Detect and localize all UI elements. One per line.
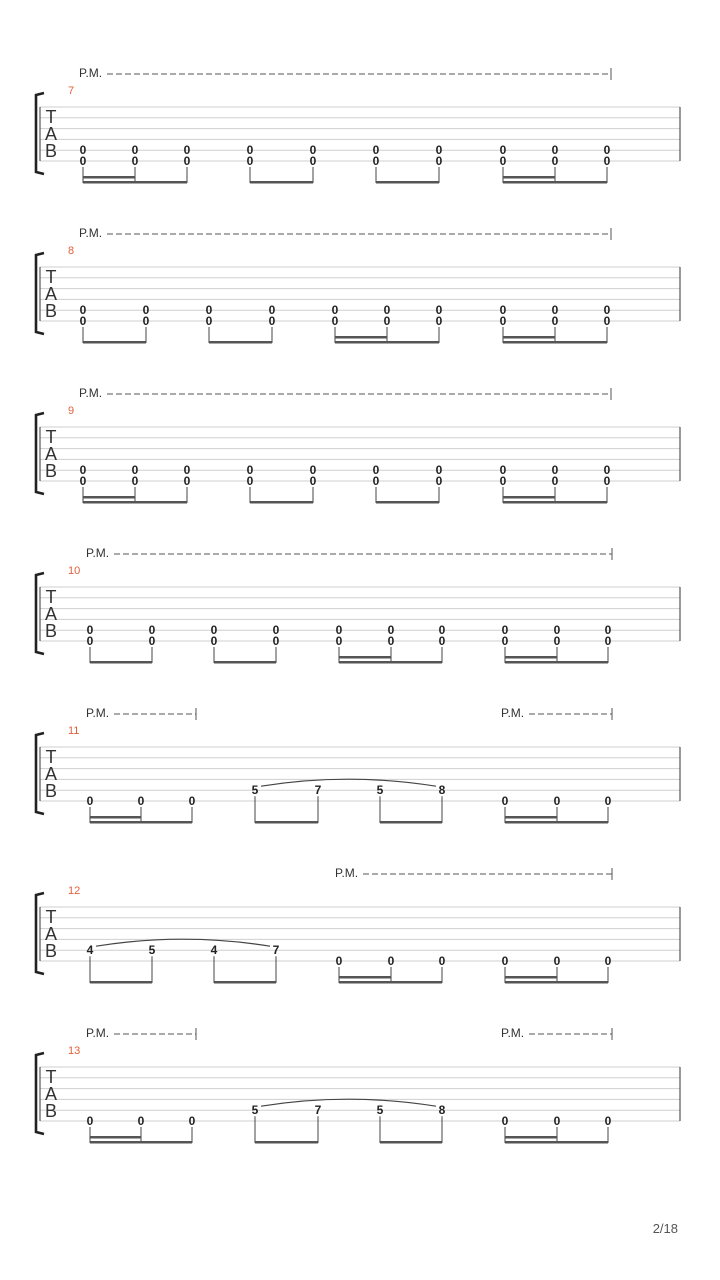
fret-number: 7 xyxy=(314,1103,322,1118)
fret-number: 0 xyxy=(435,474,443,488)
fret-number: 5 xyxy=(251,1103,259,1118)
beam xyxy=(505,1141,608,1144)
tab-system xyxy=(36,706,680,824)
fret-number: 0 xyxy=(553,1114,561,1128)
tab-clef-letter: T xyxy=(45,587,57,607)
fret-number: 0 xyxy=(335,634,343,648)
fret-number: 0 xyxy=(142,314,150,328)
tab-clef-letter: T xyxy=(45,107,57,127)
beam xyxy=(90,821,192,824)
tab-clef-letter: A xyxy=(44,764,58,784)
fret-number: 5 xyxy=(376,783,384,798)
measure-number: 8 xyxy=(68,245,75,257)
tab-clef-letter: B xyxy=(44,301,58,321)
fret-number: 0 xyxy=(551,463,559,478)
tab-clef-letter: A xyxy=(44,444,58,464)
beam xyxy=(376,181,439,184)
slur xyxy=(96,939,270,946)
fret-number: 0 xyxy=(309,154,317,168)
fret-number: 0 xyxy=(246,474,254,488)
tab-clef-letter: B xyxy=(44,461,58,481)
fret-number: 0 xyxy=(210,623,218,638)
beam xyxy=(250,181,313,184)
fret-number: 0 xyxy=(268,314,276,328)
fret-number: 0 xyxy=(246,143,254,158)
fret-number: 0 xyxy=(79,143,87,158)
fret-number: 0 xyxy=(137,1114,145,1128)
fret-number: 0 xyxy=(551,314,559,328)
fret-number: 0 xyxy=(435,314,443,328)
secondary-beam xyxy=(83,176,135,179)
fret-number: 0 xyxy=(603,474,611,488)
fret-number: 0 xyxy=(603,463,611,478)
secondary-beam xyxy=(505,816,557,819)
fret-number: 0 xyxy=(137,794,145,808)
tab-clef-letter: T xyxy=(45,427,57,447)
beam xyxy=(255,1141,318,1144)
beam xyxy=(83,501,187,504)
fret-number: 0 xyxy=(335,623,343,638)
fret-number: 0 xyxy=(383,303,391,318)
fret-number: 0 xyxy=(604,634,612,648)
palm-mute-label: P.M. xyxy=(79,226,103,240)
tab-system xyxy=(36,546,680,664)
beam xyxy=(339,661,442,664)
fret-number: 0 xyxy=(272,634,280,648)
secondary-beam xyxy=(505,976,557,979)
fret-number: 0 xyxy=(79,314,87,328)
fret-number: 0 xyxy=(205,314,213,328)
fret-number: 0 xyxy=(246,154,254,168)
fret-number: 0 xyxy=(335,954,343,968)
fret-number: 0 xyxy=(372,154,380,168)
fret-number: 0 xyxy=(86,794,94,808)
tab-system xyxy=(36,386,680,504)
fret-number: 0 xyxy=(372,474,380,488)
fret-number: 8 xyxy=(438,783,446,798)
fret-number: 0 xyxy=(79,303,87,318)
fret-number: 7 xyxy=(272,943,280,958)
tab-clef-letter: B xyxy=(44,621,58,641)
fret-number: 0 xyxy=(499,154,507,168)
tab-system xyxy=(36,866,680,984)
fret-number: 4 xyxy=(86,943,94,958)
fret-number: 5 xyxy=(376,1103,384,1118)
tab-system xyxy=(36,1026,680,1144)
fret-number: 0 xyxy=(372,463,380,478)
fret-number: 0 xyxy=(553,954,561,968)
beam xyxy=(90,981,152,984)
beam xyxy=(503,181,607,184)
fret-number: 0 xyxy=(553,634,561,648)
tab-clef-letter: T xyxy=(45,267,57,287)
fret-number: 0 xyxy=(438,634,446,648)
fret-number: 0 xyxy=(188,1114,196,1128)
fret-number: 0 xyxy=(501,794,509,808)
palm-mute-label: P.M. xyxy=(79,66,103,80)
fret-number: 0 xyxy=(499,314,507,328)
fret-number: 0 xyxy=(148,634,156,648)
measure-number: 7 xyxy=(68,85,75,97)
fret-number: 0 xyxy=(604,954,612,968)
beam xyxy=(335,341,439,344)
fret-number: 0 xyxy=(435,463,443,478)
secondary-beam xyxy=(503,496,555,499)
fret-number: 0 xyxy=(499,303,507,318)
tab-clef-letter: B xyxy=(44,1101,58,1121)
fret-number: 0 xyxy=(131,474,139,488)
fret-number: 0 xyxy=(148,623,156,638)
fret-number: 0 xyxy=(268,303,276,318)
fret-number: 0 xyxy=(499,474,507,488)
fret-number: 0 xyxy=(551,154,559,168)
fret-number: 0 xyxy=(603,303,611,318)
fret-number: 0 xyxy=(501,634,509,648)
tab-system xyxy=(36,226,680,344)
fret-number: 0 xyxy=(387,954,395,968)
measure-number: 11 xyxy=(68,725,80,737)
page-number: 2/18 xyxy=(652,1221,678,1236)
fret-number: 0 xyxy=(272,623,280,638)
beam xyxy=(90,661,152,664)
fret-number: 0 xyxy=(79,463,87,478)
fret-number: 0 xyxy=(499,463,507,478)
fret-number: 0 xyxy=(438,623,446,638)
fret-number: 0 xyxy=(309,143,317,158)
beam xyxy=(376,501,439,504)
tab-clef-letter: B xyxy=(44,941,58,961)
fret-number: 0 xyxy=(188,794,196,808)
palm-mute-label: P.M. xyxy=(335,866,359,880)
fret-number: 0 xyxy=(331,314,339,328)
fret-number: 0 xyxy=(142,303,150,318)
fret-number: 0 xyxy=(551,143,559,158)
palm-mute-label: P.M. xyxy=(86,706,110,720)
fret-number: 0 xyxy=(603,314,611,328)
fret-number: 0 xyxy=(86,623,94,638)
secondary-beam xyxy=(90,1136,141,1139)
fret-number: 0 xyxy=(551,303,559,318)
fret-number: 0 xyxy=(210,634,218,648)
secondary-beam xyxy=(339,656,391,659)
fret-number: 4 xyxy=(210,943,218,958)
beam xyxy=(505,981,608,984)
beam xyxy=(83,341,146,344)
fret-number: 0 xyxy=(205,303,213,318)
fret-number: 8 xyxy=(438,1103,446,1118)
beam xyxy=(255,821,318,824)
tab-clef-letter: T xyxy=(45,1067,57,1087)
fret-number: 0 xyxy=(438,954,446,968)
measure-number: 10 xyxy=(68,565,81,577)
palm-mute-label: P.M. xyxy=(86,546,110,560)
fret-number: 5 xyxy=(148,943,156,958)
fret-number: 7 xyxy=(314,783,322,798)
fret-number: 0 xyxy=(86,634,94,648)
tab-clef-letter: T xyxy=(45,907,57,927)
palm-mute-label: P.M. xyxy=(501,706,525,720)
secondary-beam xyxy=(83,496,135,499)
fret-number: 0 xyxy=(387,623,395,638)
palm-mute-label: P.M. xyxy=(501,1026,525,1040)
measure-number: 12 xyxy=(68,885,81,897)
fret-number: 0 xyxy=(183,474,191,488)
tab-clef-letter: A xyxy=(44,284,58,304)
tab-clef-letter: A xyxy=(44,124,58,144)
fret-number: 0 xyxy=(309,474,317,488)
fret-number: 0 xyxy=(499,143,507,158)
beam xyxy=(90,1141,192,1144)
secondary-beam xyxy=(503,336,555,339)
tab-clef-letter: A xyxy=(44,924,58,944)
palm-mute-label: P.M. xyxy=(86,1026,110,1040)
beam xyxy=(250,501,313,504)
measure-number: 9 xyxy=(68,405,75,417)
tab-clef-letter: A xyxy=(44,1084,58,1104)
beam xyxy=(505,661,608,664)
fret-number: 0 xyxy=(79,474,87,488)
fret-number: 0 xyxy=(86,1114,94,1128)
secondary-beam xyxy=(505,1136,557,1139)
fret-number: 0 xyxy=(435,143,443,158)
fret-number: 0 xyxy=(435,303,443,318)
fret-number: 0 xyxy=(553,623,561,638)
secondary-beam xyxy=(503,176,555,179)
fret-number: 0 xyxy=(309,463,317,478)
beam xyxy=(214,981,276,984)
fret-number: 0 xyxy=(131,463,139,478)
fret-number: 0 xyxy=(372,143,380,158)
beam xyxy=(505,821,608,824)
beam xyxy=(83,181,187,184)
tab-system xyxy=(36,66,680,184)
tab-clef-letter: B xyxy=(44,141,58,161)
fret-number: 0 xyxy=(331,303,339,318)
secondary-beam xyxy=(335,336,387,339)
fret-number: 0 xyxy=(435,154,443,168)
fret-number: 0 xyxy=(603,154,611,168)
tab-clef-letter: A xyxy=(44,604,58,624)
fret-number: 0 xyxy=(387,634,395,648)
beam xyxy=(380,1141,442,1144)
fret-number: 5 xyxy=(251,783,259,798)
fret-number: 0 xyxy=(183,143,191,158)
fret-number: 0 xyxy=(246,463,254,478)
slur xyxy=(261,779,436,786)
beam xyxy=(214,661,276,664)
palm-mute-label: P.M. xyxy=(79,386,103,400)
secondary-beam xyxy=(90,816,141,819)
beam xyxy=(339,981,442,984)
slur xyxy=(261,1099,436,1106)
secondary-beam xyxy=(339,976,391,979)
fret-number: 0 xyxy=(604,623,612,638)
tab-clef-letter: B xyxy=(44,781,58,801)
fret-number: 0 xyxy=(501,954,509,968)
beam xyxy=(380,821,442,824)
fret-number: 0 xyxy=(501,1114,509,1128)
tab-clef-letter: T xyxy=(45,747,57,767)
fret-number: 0 xyxy=(131,143,139,158)
fret-number: 0 xyxy=(551,474,559,488)
fret-number: 0 xyxy=(501,623,509,638)
measure-number: 13 xyxy=(68,1045,81,1057)
beam xyxy=(209,341,272,344)
fret-number: 0 xyxy=(603,143,611,158)
fret-number: 0 xyxy=(553,794,561,808)
fret-number: 0 xyxy=(383,314,391,328)
fret-number: 0 xyxy=(183,463,191,478)
beam xyxy=(503,341,607,344)
fret-number: 0 xyxy=(604,1114,612,1128)
secondary-beam xyxy=(505,656,557,659)
fret-number: 0 xyxy=(183,154,191,168)
beam xyxy=(503,501,607,504)
fret-number: 0 xyxy=(79,154,87,168)
fret-number: 0 xyxy=(131,154,139,168)
fret-number: 0 xyxy=(604,794,612,808)
